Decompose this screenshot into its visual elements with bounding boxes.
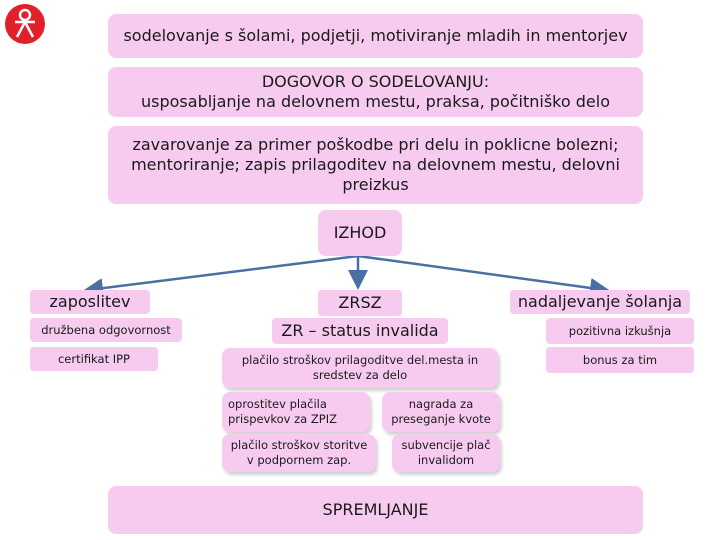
left-item: certifikat IPP: [57, 351, 130, 366]
monitoring-text: SPREMLJANJE: [322, 500, 429, 519]
center-grid-box: [222, 434, 376, 472]
center-item: plačilo stroškov prilagoditve del.mesta in sredstev za delo: [241, 353, 479, 382]
arrow-right: [358, 256, 605, 290]
cooperation-text: sodelovanje s šolami, podjetji, motiviranje mladih in mentorjev: [123, 26, 628, 45]
right-item-box: [546, 318, 694, 344]
outcome-text: IZHOD: [333, 223, 387, 242]
center-grid-item: plačilo stroškov storitve v podpornem zap.: [230, 438, 368, 467]
employment-title: zaposlitev: [49, 292, 131, 311]
center-grid-box: [392, 434, 500, 472]
education-title: nadaljevanje šolanja: [517, 292, 683, 311]
insurance-box: [108, 126, 643, 204]
right-item: pozitivna izkušnja: [568, 323, 672, 338]
left-item-box: [30, 318, 182, 342]
center-grid-box: [222, 392, 370, 432]
zrsz-subtitle: ZR – status invalida: [281, 321, 439, 340]
agreement-box: [108, 67, 643, 117]
outcome-box: [318, 210, 402, 256]
insurance-text: zavarovanje za primer poškodbe pri delu in poklicne bolezni; mentoriranje; zapis prilagoditev na delovnem mestu, delovni preizkus: [131, 135, 620, 194]
left-item: družbena odgovornost: [41, 322, 171, 337]
center-grid-box: [382, 392, 500, 432]
right-item-box: [546, 347, 694, 373]
arrow-left: [88, 256, 358, 290]
left-item-box: [30, 347, 158, 371]
zrsz-title-box: [318, 290, 402, 316]
cooperation-box: [108, 14, 643, 58]
zrsz-title: ZRSZ: [338, 293, 382, 312]
center-grid-item: nagrada za preseganje kvote: [391, 397, 491, 426]
right-item: bonus za tim: [582, 352, 658, 367]
agreement-text: usposabljanje na delovnem mestu, praksa, počitniško delo: [141, 92, 610, 111]
employment-title-box: [30, 290, 150, 314]
center-grid-item: subvencije plač invalidom: [401, 438, 491, 467]
education-title-box: [510, 290, 690, 314]
agreement-title: DOGOVOR O SODELOVANJU:: [261, 72, 490, 91]
monitoring-box: [108, 486, 643, 534]
center-item-box: [222, 348, 498, 388]
center-grid-item: oprostitev plačila prispevkov za ZPIZ: [228, 397, 337, 426]
zrsz-subtitle-box: [272, 318, 448, 344]
